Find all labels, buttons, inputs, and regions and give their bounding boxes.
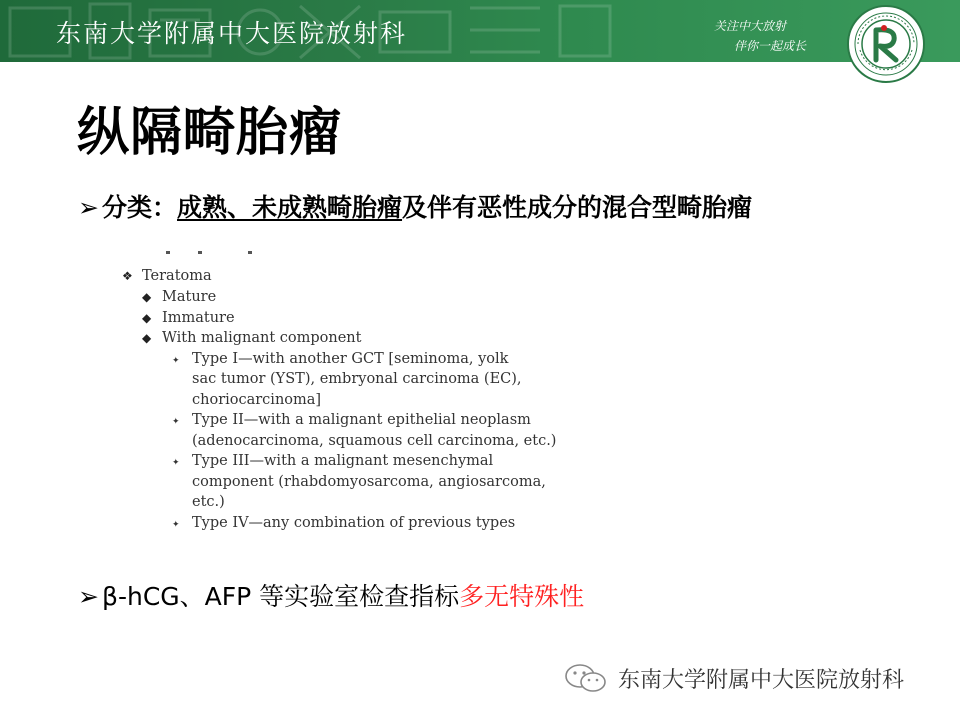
bullet2-prefix: β-hCG、AFP 等实验室检查指标 (102, 582, 460, 611)
figure-item-label: With malignant component (162, 330, 362, 346)
footer-text: 东南大学附属中大医院放射科 (618, 667, 905, 693)
subtype-line: choriocarcinoma] (192, 391, 322, 408)
arrow-bullet-icon: ➢ (78, 193, 99, 222)
diamond-bullet-icon: ◆ (142, 331, 152, 345)
star-bullet-icon: ✦ (172, 519, 180, 530)
subtype-line: Type II—with a malignant epithelial neoplasm (192, 412, 531, 428)
figure-root (122, 266, 212, 287)
figure-subtype (172, 451, 493, 474)
figure-subtype (172, 513, 515, 536)
subtype-line: sac tumor (YST), embryonal carcinoma (EC), (192, 371, 522, 387)
diamond-bullet-icon: ❖ (122, 269, 133, 283)
subtype-line: (adenocarcinoma, squamous cell carcinoma, etc.) (192, 432, 557, 449)
figure-root-label: Teratoma (142, 268, 212, 284)
figure-subtype (172, 349, 508, 372)
header-slogan (708, 16, 806, 56)
bullet1-suffix: 及伴有恶性成分的混合型畸胎瘤 (402, 193, 753, 222)
slogan-line-2: 伴你一起成长 (734, 39, 807, 53)
arrow-bullet-icon: ➢ (78, 582, 99, 611)
figure-item (142, 328, 361, 349)
bullet2-highlight: 多无特殊性 (459, 582, 585, 611)
figure-item-label: Immature (162, 309, 235, 326)
slogan-line-1: 关注中大放射 (714, 19, 787, 33)
bullet1-underlined: 成熟、未成熟畸胎瘤 (177, 193, 403, 222)
bullet-lab-tests (78, 577, 584, 613)
figure-item (142, 287, 216, 308)
slide-title: 纵隔畸胎瘤 (77, 103, 343, 163)
star-bullet-icon: ✦ (172, 355, 180, 366)
department-logo-icon (846, 4, 926, 84)
star-bullet-icon: ✦ (172, 417, 180, 427)
subtype-line: Type IV—any combination of previous types (192, 514, 516, 531)
wechat-icon (560, 662, 612, 694)
figure-item-label: Mature (162, 289, 217, 305)
header-bar (0, 0, 960, 62)
subtype-line: component (rhabdomyosarcoma, angiosarcoma, (192, 473, 546, 490)
bullet-classification (78, 188, 752, 224)
cropped-text-remnant (158, 246, 278, 254)
teratoma-classification-figure (118, 252, 557, 542)
diamond-bullet-icon: ◆ (142, 290, 152, 304)
figure-item (142, 308, 235, 329)
bullet1-prefix: 分类： (102, 193, 178, 222)
diamond-bullet-icon: ◆ (142, 310, 152, 325)
header-title: 东南大学附属中大医院放射科 (56, 19, 408, 48)
footer-watermark (560, 660, 904, 696)
figure-subtype (172, 410, 531, 433)
subtype-line: Type I—with another GCT [seminoma, yolk (192, 350, 509, 367)
subtype-line: Type III—with a malignant mesenchymal (192, 453, 494, 469)
star-bullet-icon: ✦ (172, 458, 180, 468)
subtype-line: etc.) (192, 494, 225, 510)
